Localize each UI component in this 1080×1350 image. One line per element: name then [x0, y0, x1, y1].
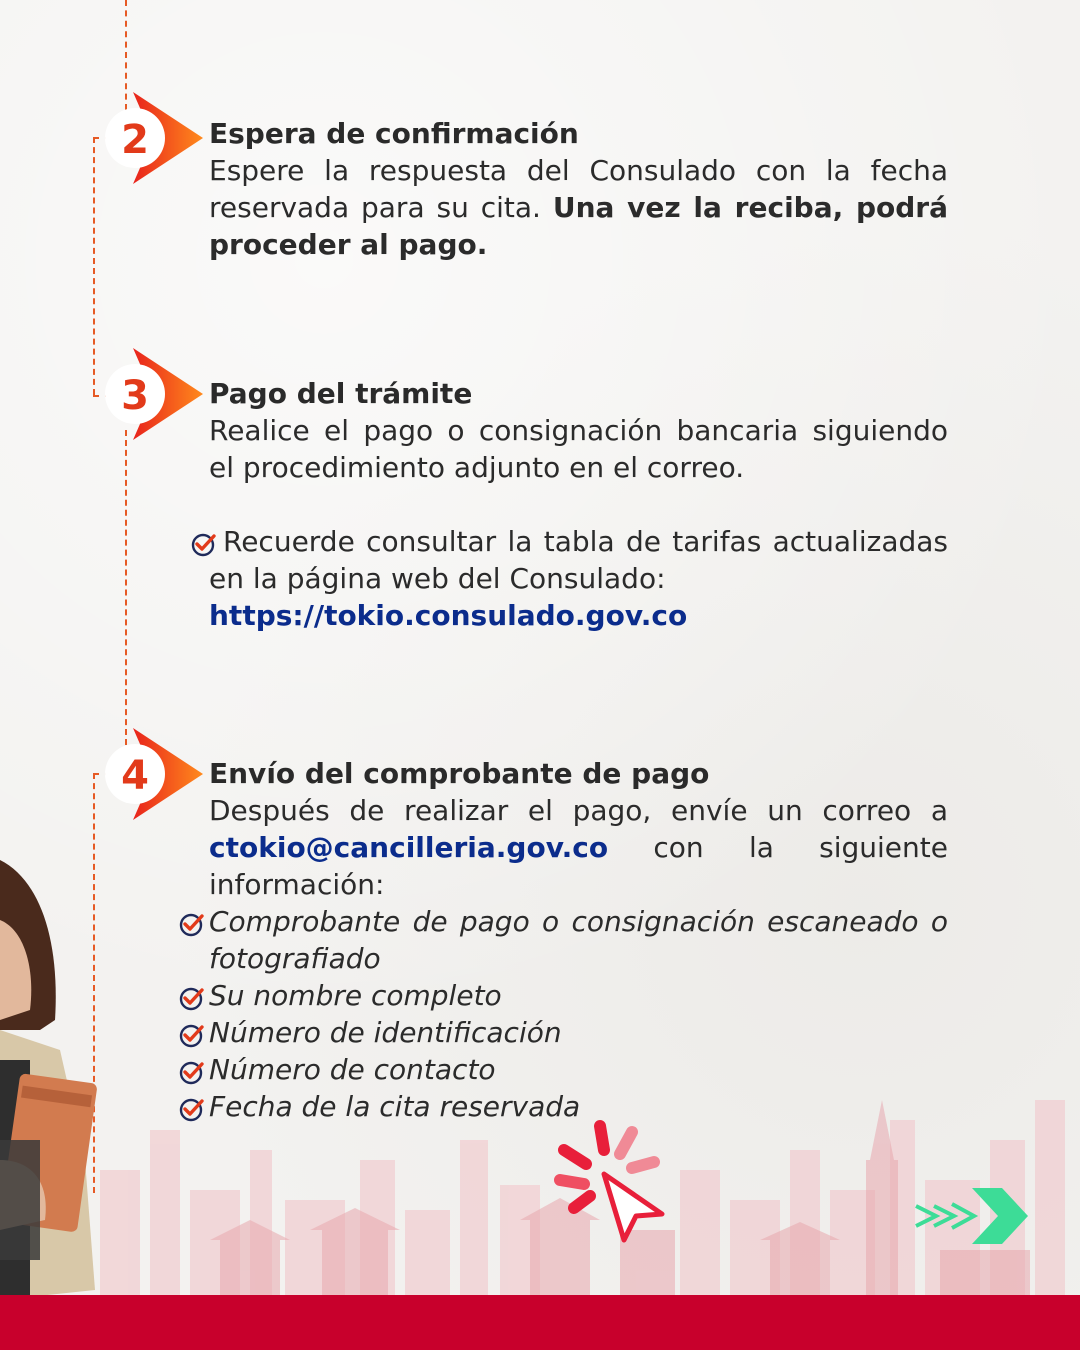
reminder-row [209, 523, 948, 597]
step-4-content [209, 755, 948, 903]
step-2-content [209, 115, 948, 263]
body-text: Después de realizar el pago, envíe un correo a [209, 794, 948, 827]
footer-bar [0, 1295, 1080, 1350]
requirements-list [209, 903, 948, 1125]
body-text: Espere la respuesta del Consulado con la fecha reservada para su cita. [209, 154, 948, 224]
consulate-link[interactable]: https://tokio.consulado.gov.co [209, 599, 688, 632]
list-item-text: Comprobante de pago o consignación escaneado o fotografiado [209, 905, 948, 975]
click-cursor-icon [550, 1118, 675, 1243]
check-circle-icon [179, 1096, 205, 1122]
list-item [209, 977, 948, 1014]
list-item-text: Su nombre completo [209, 979, 502, 1012]
step-title: Pago del trámite [209, 377, 473, 410]
step-title: Espera de confirmación [209, 117, 579, 150]
check-circle-icon [179, 1059, 205, 1085]
check-circle-icon [179, 1022, 205, 1048]
step-3-reminder [209, 523, 948, 634]
check-circle-icon [179, 985, 205, 1011]
step-number: 4 [121, 753, 149, 799]
step-4-badge [105, 728, 215, 824]
list-item-text: Número de contacto [209, 1053, 496, 1086]
list-item-text: Número de identificación [209, 1016, 562, 1049]
step-number: 3 [121, 373, 149, 419]
step-3-content [209, 375, 948, 486]
next-arrows-icon[interactable] [912, 1186, 1032, 1246]
step-body: Realice el pago o consignación bancaria siguiendo el procedimiento adjunto en el correo. [209, 414, 948, 484]
step-number: 2 [121, 117, 149, 163]
email-link[interactable]: ctokio@cancilleria.gov.co [209, 831, 609, 864]
step-title: Envío del comprobante de pago [209, 757, 710, 790]
step-body [209, 792, 948, 903]
body-emphasis: Una vez la reciba, podrá proceder al pago. [209, 191, 949, 261]
list-item-text: Fecha de la cita reservada [209, 1090, 581, 1123]
connector-line [125, 430, 127, 745]
person-illustration [0, 860, 110, 1300]
check-circle-icon [179, 911, 205, 937]
list-item [209, 1014, 948, 1051]
step-body [209, 152, 948, 263]
connector-line [93, 137, 95, 395]
list-item [209, 1051, 948, 1088]
list-item [209, 903, 948, 977]
step-3-badge [105, 348, 215, 444]
step-2-badge [105, 92, 215, 188]
check-circle-icon [191, 531, 217, 557]
body-text: con la siguiente información: [209, 831, 948, 901]
reminder-text: Recuerde consultar la tabla de tarifas actualizadas en la página web del Consulado: [209, 525, 948, 595]
